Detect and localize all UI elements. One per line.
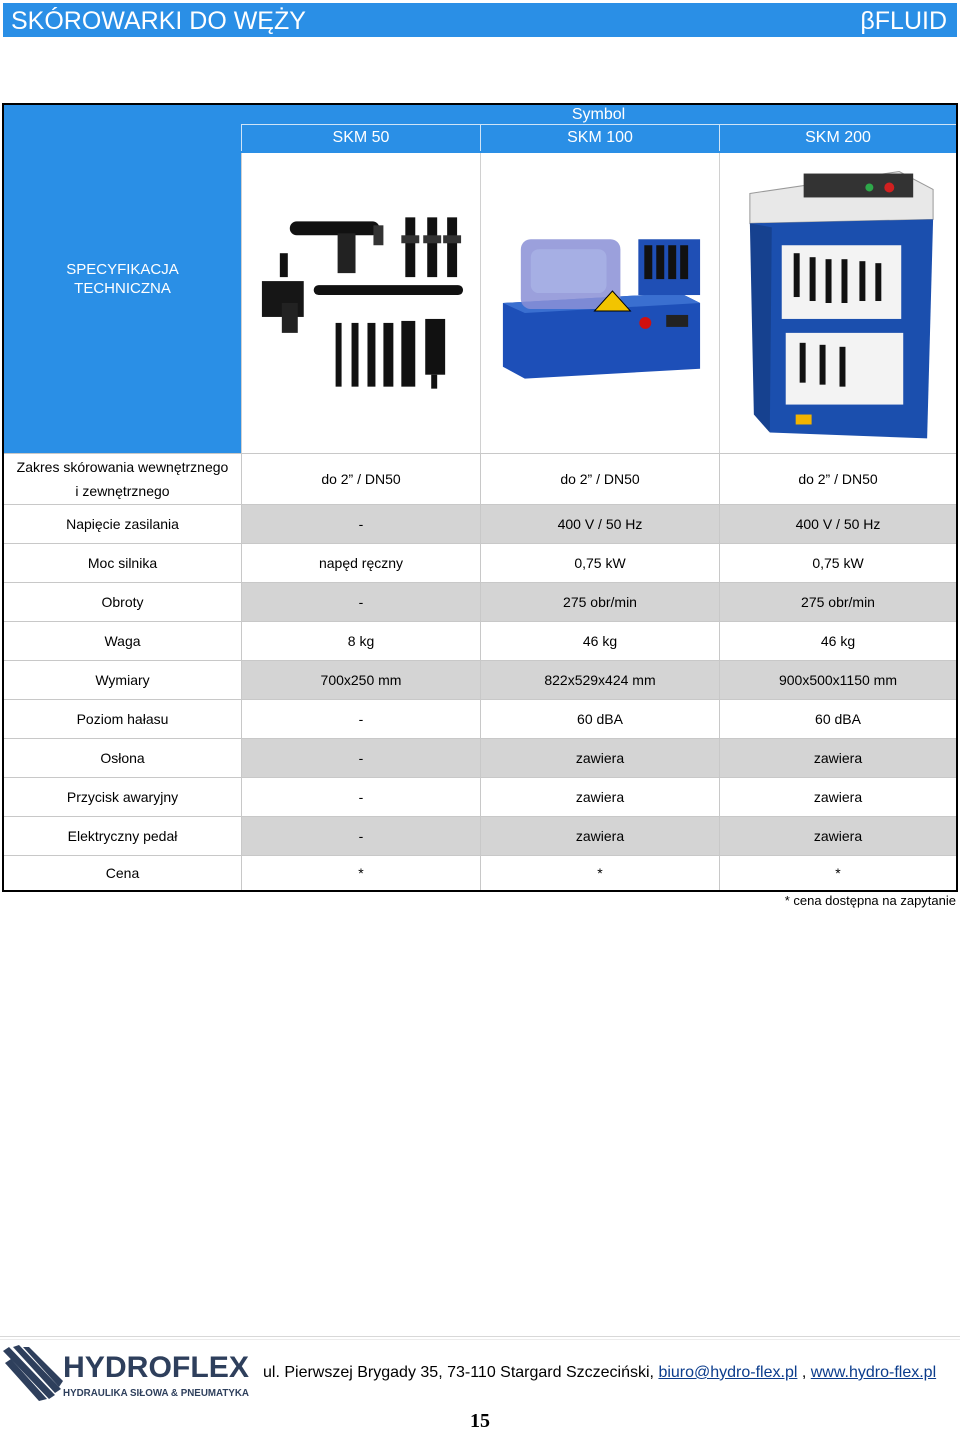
spec-row-pedal [4, 816, 956, 855]
row-label: Przycisk awaryjny [66, 789, 179, 805]
footer-address [263, 1364, 936, 1382]
row-label: Waga [104, 633, 141, 649]
svg-text:HYDRAULIKA SIŁOWA & PNEUMATYKA: HYDRAULIKA SIŁOWA & PNEUMATYKA [63, 1388, 249, 1399]
row-value-skm100: 46 kg [480, 622, 719, 660]
row-value-skm50: - [241, 700, 480, 738]
row-value-skm200: zawiera [719, 739, 956, 777]
model-header-skm200: SKM 200 [719, 125, 956, 151]
model-header-skm50: SKM 50 [241, 125, 480, 151]
row-value-skm200: 46 kg [719, 622, 956, 660]
row-value-skm50: 8 kg [241, 622, 480, 660]
row-value-skm50: - [241, 778, 480, 816]
row-label: Poziom hałasu [76, 711, 169, 727]
row-value-skm200: 275 obr/min [719, 583, 956, 621]
row-label: Wymiary [95, 672, 150, 688]
footer-divider [0, 1336, 960, 1337]
spec-table [2, 103, 958, 892]
hydroflex-logo [3, 1345, 253, 1401]
row-label: Moc silnika [87, 555, 158, 571]
product-image-skm50 [241, 153, 480, 453]
row-value-skm100: 60 dBA [480, 700, 719, 738]
row-value-skm100: 0,75 kW [480, 544, 719, 582]
row-value-skm100: zawiera [480, 817, 719, 855]
address-separator: , [797, 1364, 811, 1381]
row-value-skm200: zawiera [719, 778, 956, 816]
spec-row-oslona [4, 738, 956, 777]
row-value-skm100: zawiera [480, 778, 719, 816]
row-value-skm50: - [241, 817, 480, 855]
spec-row-przycisk [4, 777, 956, 816]
symbol-header: Symbol [241, 105, 956, 125]
spec-row-waga [4, 621, 956, 660]
spec-row-moc [4, 543, 956, 582]
footer-divider-secondary [0, 1339, 960, 1340]
spec-row-zakres [4, 453, 956, 504]
spec-row-halas [4, 699, 956, 738]
spec-row-obroty [4, 582, 956, 621]
page-title: SKÓROWARKI DO WĘŻY [11, 7, 306, 35]
row-value-skm50: napęd ręczny [241, 544, 480, 582]
row-value-skm50: * [241, 856, 480, 890]
row-label: Zakres skórowania wewnętrznego i zewnętrznego [16, 459, 229, 499]
row-value-skm100: 400 V / 50 Hz [480, 505, 719, 543]
row-label: Cena [105, 865, 140, 881]
row-value-skm200: * [719, 856, 956, 890]
row-value-skm200: 400 V / 50 Hz [719, 505, 956, 543]
row-value-skm100: 822x529x424 mm [480, 661, 719, 699]
spec-row-wymiary [4, 660, 956, 699]
row-value-skm50: - [241, 505, 480, 543]
row-value-skm200: zawiera [719, 817, 956, 855]
model-header-skm100: SKM 100 [480, 125, 719, 151]
row-value-skm50: do 2” / DN50 [241, 454, 480, 504]
row-label: Napięcie zasilania [66, 516, 179, 532]
page-header [3, 3, 957, 37]
row-value-skm100: 275 obr/min [480, 583, 719, 621]
row-value-skm100: do 2” / DN50 [480, 454, 719, 504]
row-label: Elektryczny pedał [67, 828, 178, 844]
spec-label: SPECYFIKACJA TECHNICZNA [66, 261, 179, 297]
row-label: Obroty [101, 594, 144, 610]
product-image-skm100 [480, 153, 719, 453]
hydroflex-logo-mark [3, 1345, 253, 1401]
email-link[interactable]: biuro@hydro-flex.pl [658, 1364, 798, 1381]
product-image-skm200 [719, 153, 956, 453]
row-value-skm200: 0,75 kW [719, 544, 956, 582]
row-value-skm50: - [241, 739, 480, 777]
row-label: Osłona [100, 750, 145, 766]
row-value-skm100: zawiera [480, 739, 719, 777]
svg-text:HYDROFLEX: HYDROFLEX [63, 1351, 250, 1384]
brand-label: βFLUID [860, 7, 947, 35]
spec-label-column [4, 105, 241, 453]
price-footnote: * cena dostępna na zapytanie [784, 893, 956, 908]
page-number: 15 [470, 1410, 490, 1432]
row-value-skm200: do 2” / DN50 [719, 454, 956, 504]
cabinet-skiving-machine-image [720, 153, 956, 453]
spec-row-cena [4, 855, 956, 890]
website-link[interactable]: www.hydro-flex.pl [810, 1364, 937, 1381]
row-value-skm50: - [241, 583, 480, 621]
spec-row-napiecie [4, 504, 956, 543]
row-value-skm200: 60 dBA [719, 700, 956, 738]
manual-skiving-tool-image [242, 153, 480, 453]
row-value-skm50: 700x250 mm [241, 661, 480, 699]
address-text: ul. Pierwszej Brygady 35, 73-110 Stargard Szczeciński, [263, 1364, 659, 1381]
row-value-skm100: * [480, 856, 719, 890]
bench-skiving-machine-image [481, 153, 719, 453]
row-value-skm200: 900x500x1150 mm [719, 661, 956, 699]
